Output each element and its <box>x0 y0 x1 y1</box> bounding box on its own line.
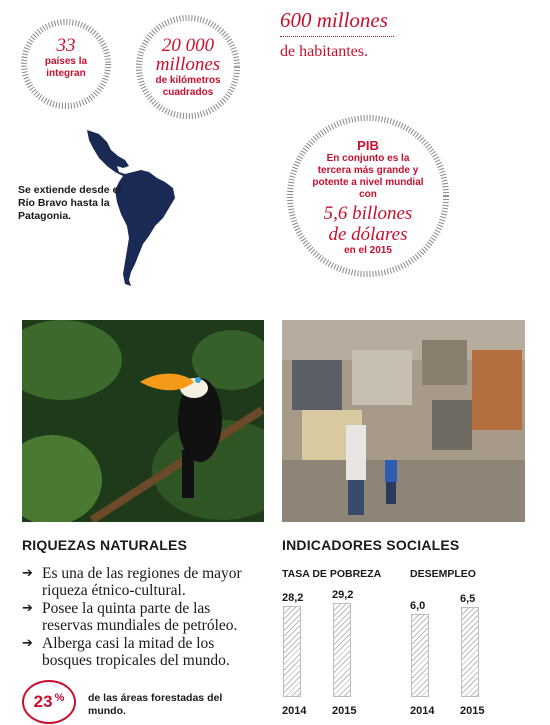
gdp-note: en el 2015 <box>344 245 392 256</box>
chart-category-label: 2015 <box>460 705 485 717</box>
gdp-circle <box>286 114 450 278</box>
pobreza-title: TASA DE POBREZA <box>282 568 382 580</box>
area-circle <box>135 14 241 120</box>
forest-text: de las áreas forestadas del mundo. <box>88 692 223 717</box>
gdp-title: PIB <box>357 138 379 153</box>
population-label: de habitantes. <box>280 43 368 60</box>
chart-category-label: 2014 <box>282 705 307 717</box>
forest-pct-sign: % <box>54 692 65 704</box>
gdp-value: 5,6 billones de dólares <box>323 203 413 245</box>
list-item: ➔ Posee la quinta parte de las reservas mundiales de petróleo. <box>22 600 238 634</box>
desempleo-title: DESEMPLEO <box>410 568 476 580</box>
population-divider <box>280 36 394 37</box>
chart-value-label: 29,2 <box>332 589 354 601</box>
area-value: 20 000 <box>161 35 215 56</box>
countries-label: países la integran <box>44 56 88 79</box>
forest-pct-badge <box>22 680 76 724</box>
arrow-icon: ➔ <box>22 566 33 581</box>
chart-bar <box>333 603 351 697</box>
chart-category-label: 2014 <box>410 705 435 717</box>
chart-bar <box>283 606 301 697</box>
indicadores-heading: INDICADORES SOCIALES <box>282 537 460 553</box>
riquezas-list <box>22 565 244 670</box>
chart-bar <box>411 614 429 697</box>
chart-value-label: 6,0 <box>410 600 426 612</box>
arrow-icon: ➔ <box>22 601 33 616</box>
population-value: 600 millones <box>280 8 388 32</box>
chart-bar <box>461 607 479 697</box>
countries-circle <box>20 18 112 110</box>
gdp-text: En conjunto es la tercera más grande y potente a nivel mundial con <box>312 153 424 200</box>
chart-value-label: 6,5 <box>460 593 476 605</box>
toucan-photo <box>22 320 264 522</box>
list-item: ➔ Es una de las regiones de mayor riqueza étnico-cultural. <box>22 565 242 599</box>
map-caption: Se extiende desde el Río Bravo hasta la Patagonia. <box>18 184 122 222</box>
shantytown-photo <box>282 320 525 522</box>
forest-pct-value: 23 <box>33 692 53 711</box>
chart-value-label: 28,2 <box>282 592 304 604</box>
list-item: ➔ Alberga casi la mitad de los bosques tropicales del mundo. <box>22 635 230 669</box>
riquezas-heading: RIQUEZAS NATURALES <box>22 537 188 553</box>
countries-value: 33 <box>56 35 76 56</box>
area-label: de kilómetros cuadrados <box>155 75 221 98</box>
arrow-icon: ➔ <box>22 636 33 651</box>
area-unit: millones <box>155 54 221 75</box>
chart-category-label: 2015 <box>332 705 357 717</box>
